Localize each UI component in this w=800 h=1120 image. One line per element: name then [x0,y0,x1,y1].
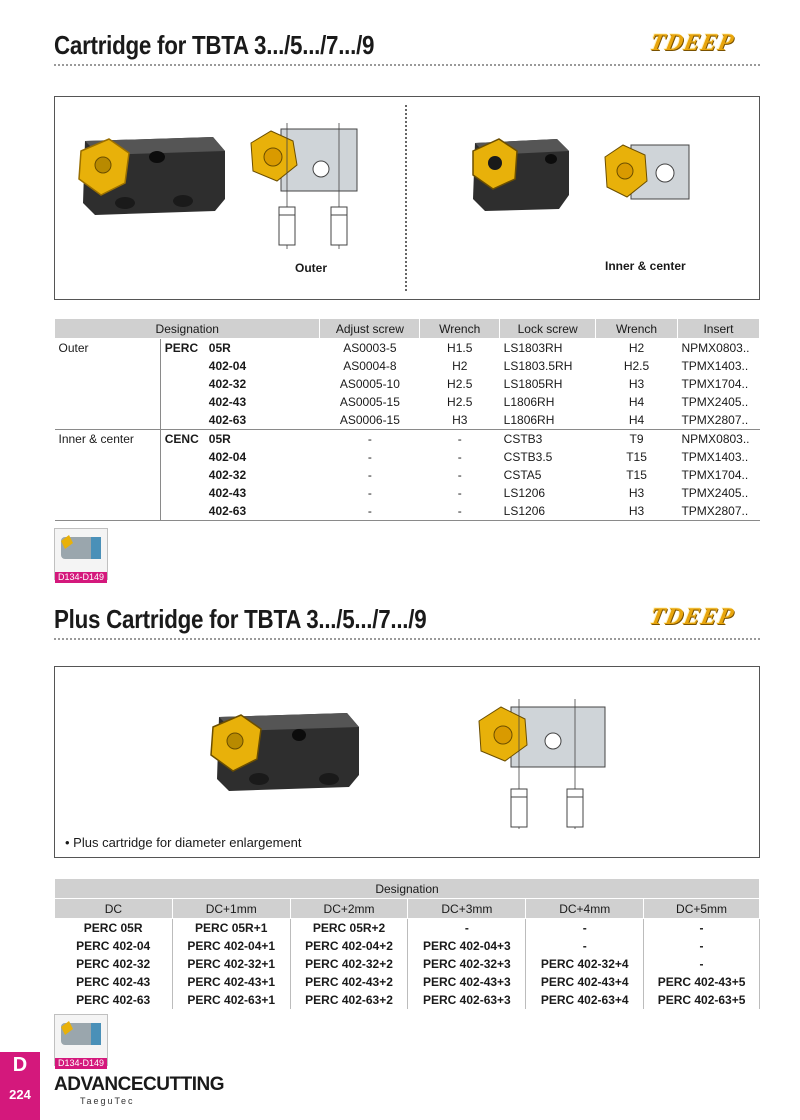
insert-cell: TPMX2807.. [677,502,759,521]
table-row [55,375,760,393]
designation-cell: PERC 402-43 [55,973,173,991]
designation-cell: PERC 402-63+2 [290,991,408,1009]
insert-cell: TPMX2807.. [677,411,759,430]
designation-code: 402-63 [208,413,247,427]
designation-prefix: CENC [164,432,199,446]
designation-code: 05R [208,432,231,446]
designation-code: 402-43 [208,486,247,500]
lock-screw-cell: CSTB3 [503,432,543,446]
insert-cell: TPMX1403.. [681,450,749,464]
table-row [55,357,760,375]
insert-cell: NPMX0803.. [681,432,750,446]
lock-screw-cell: CSTA5 [503,468,542,482]
designation-code: 402-63 [208,504,247,518]
wrench-cell: - [457,450,462,464]
col-header-dc-plus-1: DC+1mm [172,899,290,919]
designation-cell: PERC 402-04+1 [172,937,290,955]
wrench-cell: - [457,486,462,500]
group-label [55,357,161,375]
col-header-dc-plus-4: DC+4mm [526,899,644,919]
table-row [55,973,760,991]
page-ref-thumbnail[interactable] [54,528,108,580]
drill-tool-icon [55,529,107,567]
inner-cartridge-image [465,133,575,213]
table-row [55,411,760,430]
group-label [55,411,161,430]
designation-cell: PERC 402-04+3 [408,937,526,955]
wrench-cell: - [457,432,462,446]
col-header-dc-plus-2: DC+2mm [290,899,408,919]
wrench-2-cell: T9 [629,432,644,446]
brand-name: ADVANCECUTTING [54,1074,224,1095]
insert-cell: TPMX2405.. [681,395,749,409]
designation-cell: PERC 402-32+2 [290,955,408,973]
dc-header-row [55,899,760,919]
page-number: 224 [9,1087,31,1102]
wrench-2-cell: T15 [626,450,647,464]
designation-cell: - [644,919,760,938]
wrench-cell: H1.5 [447,341,473,355]
designation-cell: PERC 402-43+4 [526,973,644,991]
designation-code: 402-43 [208,395,247,409]
chapter-tab [0,1052,40,1120]
wrench-2-cell: H4 [628,395,645,409]
plus-cartridge-image [199,709,369,793]
lock-screw-cell: L1806RH [500,411,596,430]
adjust-screw-cell: - [320,502,420,521]
col-header-dc-plus-5: DC+5mm [644,899,760,919]
designation-cell: PERC 402-63+4 [526,991,644,1009]
table-row [55,502,760,521]
designation-code: 402-32 [208,377,247,391]
wrench-2-cell: H3 [596,502,678,521]
adjust-screw-cell: AS0006-15 [320,411,420,430]
lock-screw-cell: LS1803.5RH [503,359,573,373]
designation-prefix: PERC [164,341,199,355]
lock-screw-cell: LS1803RH [503,341,563,355]
designation-cell: - [644,955,760,973]
designation-cell [160,357,320,375]
col-header-lock-screw: Lock screw [500,319,596,339]
designation-cell [160,375,320,393]
section1-figure-panel [54,96,760,300]
plus-cartridge-drawing [467,695,607,833]
cartridge-spec-table [54,318,760,521]
table-row [55,955,760,973]
designation-cell: PERC 402-43+3 [408,973,526,991]
designation-cell [160,484,320,502]
wrench-2-cell: H2 [628,341,645,355]
group-label [55,448,161,466]
chapter-letter: D [12,1054,28,1076]
designation-code: 05R [208,341,231,355]
designation-cell: PERC 402-32+4 [526,955,644,973]
wrench-cell: - [457,468,462,482]
section1-title: Cartridge for TBTA 3.../5.../7.../9 [54,30,375,60]
drill-tool-icon-2 [55,1015,107,1053]
wrench-2-cell: H3 [628,486,645,500]
designation-code: 402-32 [208,468,247,482]
lock-screw-cell: LS1206 [503,486,546,500]
group-label: Inner & center [55,430,161,449]
group-label: Outer [55,339,161,358]
table-header-row [55,319,760,339]
wrench-2-cell: T15 [626,468,647,482]
brand-logo [54,1074,224,1106]
page-ref-thumbnail-2[interactable] [54,1014,108,1066]
designation-code: 402-04 [208,450,247,464]
plus-cartridge-table [54,878,760,1009]
insert-cell: TPMX1704.. [681,377,749,391]
group-label [55,375,161,393]
brand-sub: TaeguTec [80,1096,135,1106]
insert-cell: TPMX1704.. [681,468,749,482]
outer-cartridge-image [65,133,235,217]
inner-caption: Inner & center [605,259,686,273]
group-label [55,502,161,521]
insert-cell: TPMX1403.. [681,359,749,373]
designation-cell: PERC 402-43+5 [644,973,760,991]
group-label [55,466,161,484]
designation-cell: - [526,919,644,938]
designation-group-row [55,879,760,899]
section2-title-rule [54,638,760,640]
insert-cell: NPMX0803.. [681,341,750,355]
designation-cell: PERC 402-04 [55,937,173,955]
designation-cell: PERC 402-63+3 [408,991,526,1009]
section1-title-rule [54,64,760,66]
page-ref-label: D134-D149 [55,572,107,583]
designation-cell [160,411,320,430]
inner-cartridge-drawing [601,141,693,205]
designation-cell [160,339,320,358]
adjust-screw-cell: - [367,432,372,446]
designation-group-header: Designation [55,879,760,899]
col-header-designation: Designation [55,319,320,339]
wrench-cell: H2 [452,359,468,373]
table-row [55,466,760,484]
tdeep-logo: TDEEP [647,30,737,56]
plus-cartridge-note: • Plus cartridge for diameter enlargement [65,835,302,850]
adjust-screw-cell: AS0005-15 [339,395,400,409]
wrench-2-cell: H3 [628,377,645,391]
wrench-cell: H2.5 [447,395,473,409]
table-row [55,448,760,466]
designation-cell: PERC 402-43+1 [172,973,290,991]
designation-cell: - [526,937,644,955]
designation-cell [160,502,320,521]
table-row [55,393,760,411]
lock-screw-cell: LS1206 [500,502,596,521]
designation-cell: PERC 402-04+2 [290,937,408,955]
designation-cell [160,466,320,484]
designation-code: 402-04 [208,359,247,373]
lock-screw-cell: CSTB3.5 [503,450,553,464]
adjust-screw-cell: AS0003-5 [343,341,397,355]
adjust-screw-cell: - [367,450,372,464]
designation-cell: PERC 402-63+1 [172,991,290,1009]
adjust-screw-cell: - [367,468,372,482]
designation-cell: PERC 402-32 [55,955,173,973]
col-header-dc: DC [55,899,173,919]
section2-figure-panel [54,666,760,858]
designation-cell: PERC 402-63 [55,991,173,1009]
designation-cell: PERC 402-32+3 [408,955,526,973]
designation-cell: PERC 05R [55,919,173,938]
designation-cell [160,430,320,449]
adjust-screw-cell: AS0005-10 [339,377,400,391]
wrench-2-cell: H4 [596,411,678,430]
plus-table-body [55,919,760,1010]
col-header-insert: Insert [677,319,759,339]
figure-divider [405,105,407,291]
adjust-screw-cell: AS0004-8 [343,359,397,373]
outer-cartridge-drawing [241,119,359,253]
designation-cell: PERC 402-63+5 [644,991,760,1009]
table-row [55,937,760,955]
group-label [55,393,161,411]
insert-cell: TPMX2405.. [681,486,749,500]
lock-screw-cell: L1806RH [503,395,555,409]
col-header-wrench: Wrench [420,319,500,339]
col-header-wrench-2: Wrench [596,319,678,339]
designation-cell [160,393,320,411]
wrench-2-cell: H2.5 [623,359,650,373]
designation-cell: PERC 402-43+2 [290,973,408,991]
col-header-adjust-screw: Adjust screw [320,319,420,339]
adjust-screw-cell: - [367,486,372,500]
table-row [55,919,760,938]
group-label [55,484,161,502]
table-row [55,339,760,358]
outer-caption: Outer [295,261,328,275]
page-ref-label-2: D134-D149 [55,1058,107,1069]
designation-cell: - [408,919,526,938]
lock-screw-cell: LS1805RH [503,377,563,391]
designation-cell: - [644,937,760,955]
designation-cell [160,448,320,466]
wrench-cell: - [420,502,500,521]
tdeep-logo-2: TDEEP [647,604,737,630]
wrench-cell: H3 [420,411,500,430]
table-row [55,430,760,449]
designation-cell: PERC 05R+2 [290,919,408,938]
table-row [55,484,760,502]
designation-cell: PERC 402-32+1 [172,955,290,973]
wrench-cell: H2.5 [447,377,473,391]
col-header-dc-plus-3: DC+3mm [408,899,526,919]
table-row [55,991,760,1009]
designation-cell: PERC 05R+1 [172,919,290,938]
cartridge-table-body [55,339,760,521]
section2-title: Plus Cartridge for TBTA 3.../5.../7.../9 [54,604,427,634]
